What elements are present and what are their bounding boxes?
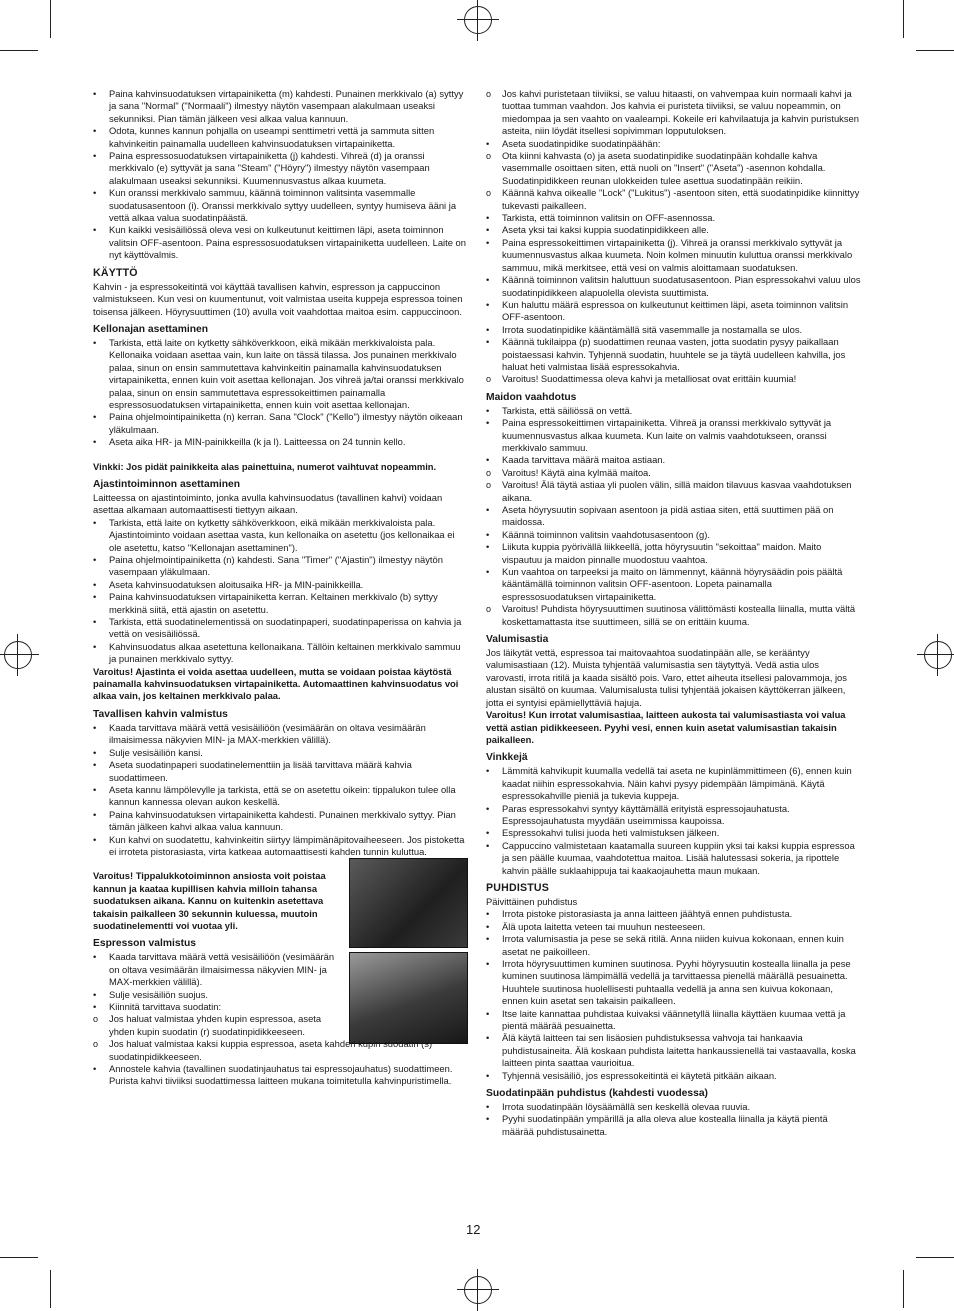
list-item-text: Espressokahvi tulisi juoda heti valmistuksen jälkeen. <box>502 827 720 839</box>
sub-list-item <box>486 150 861 187</box>
bullet-icon: • <box>93 759 97 771</box>
bullet-icon: • <box>486 1101 490 1113</box>
list-item <box>486 1113 861 1138</box>
list-item <box>486 237 861 274</box>
body-paragraph: Päivittäinen puhdistus <box>486 895 578 907</box>
list-item-text: Kaada tarvittava määrä vettä vesisäiliöön (vesimäärän on oltava vesimäärän ilmaisimessa näkyvien MIN- ja MAX-merkkien välillä). <box>109 951 335 988</box>
list-item-text: Käännä tukilaippa (p) suodattimen reunaa vasten, jotta suodatin pysyy paikallaan poistaessasi kahvin. Tyhjennä suodatin, huuhtele se ja täytä uudelleen kahvilla, jos haluat heti valmistaa lisää espressokahvia. <box>502 336 846 372</box>
bullet-icon: • <box>93 1001 97 1012</box>
list-item-text: Aseta suodatinpidike suodatinpäähän: <box>502 137 661 149</box>
bullet-icon: • <box>93 125 97 137</box>
espresso-machine-photo <box>349 858 468 948</box>
list-item-text: Irrota suodatinpidike kääntämällä sitä vasemmalle ja nostamalla se ulos. <box>502 323 803 335</box>
bullet-icon: • <box>486 802 490 814</box>
list-item <box>93 517 468 554</box>
list-item-text: Odota, kunnes kannun pohjalla on useampi senttimetri vettä ja sammuta sitten kahvinkeitin painamalla uudelleen kahvinsuodatuksen virtapainiketta. <box>109 125 435 149</box>
list-item-text: Kun haluttu määrä espressoa on kulkeutunut keittimen läpi, aseta toiminnon valitsin OFF-asentoon. <box>502 298 849 323</box>
bullet-icon: • <box>93 833 97 845</box>
bullet-icon: • <box>486 566 490 578</box>
list-item-text: Paina espressokeittimen virtapainiketta (j). Vihreä ja oranssi merkkivalo syttyvät ja kuumennusvastus alkaa kuumeta. Noin kolmen minuutin kuluttua oranssi merkkivalo sammuu, mikä merkitsee, että vesi on valmis aloittamaan suodatuksen. <box>502 236 853 273</box>
bullet-icon: • <box>486 212 490 224</box>
list-item <box>486 417 861 454</box>
list-item-text: Cappuccino valmistetaan kaatamalla suureen kuppiin yksi tai kaksi kuppia espressoa ja sen päälle kuumaa, vaahdotettua maitoa. Lisää halutessasi sokeria, ja ripottele kahvin päälle suklaahippuja tai kaakaojauhetta maun mukaan. <box>502 839 855 876</box>
warning-paragraph: Vinkki: Jos pidät painikkeita alas painettuina, numerot vaihtuvat nopeammin. <box>93 460 437 472</box>
crop-mark <box>903 1270 904 1308</box>
list-item <box>93 411 468 436</box>
list-item <box>486 840 861 877</box>
list-item <box>486 1070 861 1082</box>
section-heading: KÄYTTÖ <box>93 266 138 279</box>
crop-mark <box>50 0 51 38</box>
list-item <box>486 299 861 324</box>
sub-list-item <box>486 88 861 138</box>
list-item-text: Käännä toiminnon valitsin vaahdotusasentoon (g). <box>502 528 710 540</box>
bullet-icon: • <box>486 404 490 416</box>
bullet-icon: • <box>486 1032 490 1044</box>
list-item <box>93 989 344 1001</box>
list-item <box>486 224 861 236</box>
list-item-text: Irrota höyrysuuttimen kuminen suutinosa. Pyyhi höyrysuutin kostealla liinalla ja pese kuminen suutinosa lämpimällä vedellä ja tarvittaessa pienellä määrällä pesuainetta. Huuhtele suutinosa huolellisesti puhtaalla vedellä ja anna sen kuivua kokonaan, ennen kuin asetat sen takaisin paikalleen. <box>502 958 851 1007</box>
list-item <box>486 405 861 417</box>
list-item <box>486 324 861 336</box>
left-column <box>93 88 468 1088</box>
bullet-icon: • <box>486 454 490 466</box>
bullet-icon: • <box>93 721 97 733</box>
registration-mark-bottom <box>464 1276 492 1304</box>
photo-section <box>93 858 468 1038</box>
list-item-text: Varoitus! Käytä aina kylmää maitoa. <box>502 466 651 478</box>
list-item <box>93 591 468 616</box>
section-heading: Kellonajan asettaminen <box>93 323 209 335</box>
crop-mark <box>916 1257 954 1258</box>
bullet-icon: • <box>486 920 490 932</box>
bullet-icon: • <box>486 274 490 286</box>
list-item-text: Paina ohjelmointipainiketta (n) kahdesti. Sana "Timer" ("Ajastin") ilmestyy näytön vasempaan yläkulmaan. <box>109 554 443 578</box>
list-item-text: Pyyhi suodatinpään ympärillä ja alla oleva alue kostealla liinalla ja käytä pientä määrää puhdistusainetta. <box>502 1113 828 1137</box>
bullet-icon: • <box>486 1113 490 1125</box>
list-item <box>486 138 861 150</box>
circle-bullet-icon: o <box>93 1014 99 1025</box>
list-item-text: Irrota suodatinpään löysäämällä sen keskellä olevaa ruuvia. <box>502 1101 751 1113</box>
registration-mark-left <box>4 641 32 669</box>
list-item-text: Aseta kahvinsuodatuksen aloitusaika HR- ja MIN-painikkeilla. <box>109 578 364 590</box>
list-item-text: Kun kahvi on suodatettu, kahvinkeitin siirtyy lämpimänäpitovaiheeseen. Jos pistoketta ei irroteta pistorasiasta, virta katkeaa automaattisesti kahden tunnin kuluttua. <box>109 833 465 857</box>
list-item <box>93 951 344 988</box>
list-item <box>486 1032 861 1069</box>
list-item-text: Sulje vesisäiliön kansi. <box>109 746 203 758</box>
section-heading: Suodatinpään puhdistus (kahdesti vuodessa) <box>486 1088 708 1100</box>
list-item <box>93 616 468 641</box>
list-item-text: Kiinnitä tarvittava suodatin: <box>109 1001 222 1012</box>
list-item <box>486 921 861 933</box>
list-item <box>93 722 468 747</box>
list-item-text: Ota kiinni kahvasta (o) ja aseta suodatinpidike suodatinpään kohdalle kahva vasemmalle osoittaen siten, että nuoli on "Insert" ("Aseta") -asennon kohdalla. Suodatinpidikkeen reunan ulokkeiden tulee asettua suodatinpään reikiin. <box>502 150 826 186</box>
list-item-text: Jos kahvi puristetaan tiiviiksi, se valuu hitaasti, on vahvempaa kuin normaali kahvi ja tuottaa tumman vaahdon. Jos kahvia ei puristeta tiiviiksi, se valuu nopeammin, on miedompaa ja sen vaahto on vaaleampi. Kokeile eri kahvilaatuja ja kahvin puristuksen asteita, niin löydät itsellesi sopivimman lopputuloksen. <box>502 88 859 137</box>
circle-bullet-icon: o <box>486 604 492 615</box>
bullet-icon: • <box>486 958 490 969</box>
list-item <box>93 759 468 784</box>
list-item <box>486 958 861 1008</box>
list-item-text: Varoitus! Älä täytä astiaa yli puolen välin, sillä maidon tilavuus kasvaa vaahdotuksen aikana. <box>502 479 852 503</box>
list-item <box>93 125 468 150</box>
list-item <box>486 504 861 529</box>
bullet-icon: • <box>486 1007 490 1019</box>
list-item-text: Tarkista, että laite on kytketty sähköverkkoon, eikä mikään merkkivaloista pala. Ajastintoiminto voidaan asettaa vasta, kun kellonaika on asetettu (jos kellonaikaa ei ole asetettu, katso "Kellonajan asettaminen"). <box>109 516 455 553</box>
warning-paragraph: Varoitus! Kun irrotat valumisastiaa, laitteen aukosta tai valumisastiasta voi valua vettä astian pidikkeeseen. Pyyhi vesi, ennen kuin asetat valumisastian takaisin paikalleen. <box>486 709 846 745</box>
list-item <box>486 212 861 224</box>
circle-bullet-icon: o <box>486 89 492 99</box>
bullet-icon: • <box>486 541 490 553</box>
bullet-icon: • <box>486 323 490 335</box>
list-item-text: Tarkista, että säiliössä on vettä. <box>502 404 633 416</box>
list-item-text: Varoitus! Puhdista höyrysuuttimen suutinosa välittömästi kostealla liinalla, mutta vältä koskettamattasta itse suuttimeen, sillä se on erittäin kuuma. <box>502 603 856 627</box>
section-heading: Tavallisen kahvin valmistus <box>93 708 228 720</box>
list-item <box>486 827 861 839</box>
sub-list-item <box>93 1038 468 1063</box>
bullet-icon: • <box>486 224 490 236</box>
bullet-icon: • <box>93 1063 97 1075</box>
registration-mark-right <box>924 641 952 669</box>
sub-list-item <box>486 479 861 504</box>
bullet-icon: • <box>93 436 97 448</box>
section-heading: Valumisastia <box>486 634 549 646</box>
bullet-icon: • <box>93 516 97 528</box>
list-item-text: Paina espressokeittimen virtapainiketta. Vihreä ja oranssi merkkivalo syttyvät ja kuumennusvastus alkaa kuumeta. Kun laite on valmis vaahdotukseen, oranssi merkkivalo sammuu. <box>502 417 832 453</box>
list-item-text: Älä käytä laitteen tai sen lisäosien puhdistuksessa vahvoja tai hankaavia puhdistusaineita. Älä koskaan puhdista laitetta hankaussienellä tai vastaavalla, koska laitteen pinta saattaa vaurioitua. <box>502 1032 856 1069</box>
bullet-icon: • <box>486 236 490 248</box>
list-item-text: Itse laite kannattaa puhdistaa kuivaksi väännetyllä liinalla käyttäen kuumaa vettä ja pientä määrää pesuainetta. <box>502 1007 846 1032</box>
list-item <box>486 274 861 299</box>
bullet-icon: • <box>93 591 97 603</box>
list-item <box>486 933 861 958</box>
circle-bullet-icon: o <box>486 374 492 385</box>
crop-mark <box>0 1257 38 1258</box>
list-item-text: Tarkista, että toiminnon valitsin on OFF-asennossa. <box>502 212 716 224</box>
list-item-text: Jos haluat valmistaa kaksi kuppia espressoa, aseta kahden kupin suodatin (s) suodatinpidikkeeseen. <box>109 1038 433 1062</box>
list-item-text: Paina kahvinsuodatuksen virtapainiketta kerran. Keltainen merkkivalo (b) syttyy merkkinä siitä, että ajastin on asetettu. <box>109 591 438 615</box>
list-item-text: Käännä toiminnon valitsin haluttuun suodatusasentoon. Pian espressokahvi valuu ulos suodatinpidikkeen alapuolella olevista suuttimista. <box>502 274 861 298</box>
list-item-text: Älä upota laitetta veteen tai muuhun nesteeseen. <box>502 920 706 932</box>
sub-list-item <box>486 373 861 385</box>
list-item <box>486 541 861 566</box>
circle-bullet-icon: o <box>93 1039 99 1050</box>
spacer <box>93 449 468 461</box>
right-column <box>486 88 861 1138</box>
body-paragraph: Kahvin - ja espressokeitintä voi käyttää tavallisen kahvin, espresson ja cappuccinon valmistukseen. Kun vesi on kuumentunut, voit valmistaa useita kuppeja espressoa toinen toisensa jälkeen. Höyrysuuttimen (10) avulla voit vaahdottaa maitoa esim. cappuccinoon. <box>93 280 463 317</box>
list-item-text: Tyhjennä vesisäiliö, jos espressokeitintä ei käytetä pitkään aikaan. <box>502 1069 777 1081</box>
sub-list-item <box>93 1013 344 1038</box>
list-item <box>93 224 468 261</box>
warning-paragraph: Varoitus! Tippalukkotoiminnon ansiosta voit poistaa kannun ja kaataa kupillisen kahvia milloin tahansa suodatuksen aikana. Kannu on kuitenkin asetettava takaisin paikalleen 30 sekunnin kuluessa, muutoin suodatinelementti voi vuotaa yli. <box>93 870 326 931</box>
list-item-text: Sulje vesisäiliön suojus. <box>109 988 209 1000</box>
list-item-text: Paras espressokahvi syntyy käyttämällä erityistä espressojauhatusta. Espressojauhatusta myydään useimmissa kaupoissa. <box>502 802 790 826</box>
list-item <box>93 554 468 579</box>
list-item-text: Jos haluat valmistaa yhden kupin espressoa, aseta yhden kupin suodatin (r) suodatinpidikkeeseen. <box>109 1013 322 1037</box>
bullet-icon: • <box>486 336 490 348</box>
list-item-text: Lämmitä kahvikupit kuumalla vedellä tai aseta ne kupinlämmittimeen (6), ennen kuin kaadat niihin espressokahvia. Näin kahvi pysyy pidempään lämpimänä. Käytä espressokahville pieniä ja tukevia kuppeja. <box>502 765 852 802</box>
circle-bullet-icon: o <box>486 480 492 491</box>
bullet-icon: • <box>93 578 97 590</box>
list-item-text: Irrota pistoke pistorasiasta ja anna laitteen jäähtyä ennen puhdistusta. <box>502 908 793 920</box>
bullet-icon: • <box>93 150 97 162</box>
bullet-icon: • <box>93 554 97 565</box>
crop-mark <box>903 0 904 38</box>
list-item-text: Kun vaahtoa on tarpeeksi ja maito on lämmennyt, käännä höyrysäädin pois päältä kääntämällä toiminnon valitsin OFF-asentoon. Lopeta painamalla espressosuodatuksen virtapainiketta. <box>502 566 843 602</box>
bullet-icon: • <box>486 528 490 540</box>
filter-holder-photo <box>349 952 468 1044</box>
section-heading: Vinkkejä <box>486 752 528 764</box>
list-item <box>93 88 468 125</box>
list-item <box>93 150 468 187</box>
bullet-icon: • <box>486 765 490 777</box>
body-paragraph: Jos läikytät vettä, espressoa tai maitovaahtoa suodatinpään alle, se kerääntyy valumisastiaan (12). Muista tyhjentää valumisastia sen täytyttyä. Vedä astia ulos varovasti, irrota ritilä ja kaada sisältö pois. Varo, ettet aiheuta itsellesi palovammoja, jos alustan sisältö on kuumaa. Valumisalusta tulisi tyhjentää jokaisen käyttökerran jälkeen, jotta ei syntyisi epämiellyttäviä hajuja. <box>486 647 847 708</box>
list-item-text: Käännä kahva oikealle "Lock" ("Lukitus") -asentoon siten, että suodatinpidike kiinnittyy tukevasti paikalleen. <box>502 187 860 211</box>
list-item <box>93 747 468 759</box>
bullet-icon: • <box>93 746 97 758</box>
bullet-icon: • <box>486 298 490 310</box>
bullet-icon: • <box>486 137 490 149</box>
list-item-text: Paina kahvinsuodatuksen virtapainiketta kahdesti. Punainen merkkivalo syttyy. Pian tämän jälkeen kahvi alkaa valua kannuun. <box>109 808 456 833</box>
list-item-text: Kaada tarvittava määrä vettä vesisäiliöön (vesimäärän on oltava vesimäärän ilmaisimessa näkyvien MIN- ja MAX-merkkien välillä). <box>109 721 426 746</box>
list-item <box>93 436 468 448</box>
list-item <box>93 187 468 224</box>
page-number: 12 <box>466 1222 481 1237</box>
bullet-icon: • <box>93 951 97 963</box>
list-item-text: Tarkista, että suodatinelementissä on suodatinpaperi, suodatinpaperissa on kahvia ja vettä on vesisäiliössä. <box>109 616 462 640</box>
list-item-text: Kahvinsuodatus alkaa asetettuna kellonaikana. Tällöin keltainen merkkivalo sammuu ja punainen merkkivalo syttyy. <box>109 640 461 665</box>
registration-mark-top <box>464 6 492 34</box>
bullet-icon: • <box>93 808 97 820</box>
list-item <box>93 337 468 411</box>
list-item <box>486 1101 861 1113</box>
list-item-text: Paina kahvinsuodatuksen virtapainiketta (m) kahdesti. Punainen merkkivalo (a) syttyy ja sana "Normal" ("Normaali") ilmestyy näytön vasempaan alakulmaan useaksi sekunniksi. Pian tämän jälkeen vesi alkaa valua kannuun. <box>109 88 464 124</box>
list-item-text: Kun kaikki vesisäiliössä oleva vesi on kulkeutunut keittimen läpi, aseta toiminnon valitsin OFF-asentoon. Paina espressosuodatuksen virtapainiketta uudelleen. Laite on nyt käyttövalmis. <box>109 224 466 261</box>
list-item <box>486 566 861 603</box>
list-item <box>486 908 861 920</box>
section-heading: Maidon vaahdotus <box>486 391 577 403</box>
bullet-icon: • <box>93 88 97 99</box>
circle-bullet-icon: o <box>486 467 492 478</box>
bullet-icon: • <box>93 616 97 628</box>
list-item <box>486 1008 861 1033</box>
bullet-icon: • <box>93 411 97 423</box>
list-item <box>93 1001 344 1013</box>
sub-list-item <box>486 467 861 479</box>
list-item <box>93 784 468 809</box>
bullet-icon: • <box>93 783 97 795</box>
list-item <box>486 765 861 802</box>
crop-mark <box>916 50 954 51</box>
bullet-icon: • <box>93 224 97 236</box>
bullet-icon: • <box>93 988 97 1000</box>
list-item <box>486 336 861 373</box>
bullet-icon: • <box>486 504 490 515</box>
section-heading: Ajastintoiminnon asettaminen <box>93 478 241 490</box>
list-item-text: Tarkista, että laite on kytketty sähköverkkoon, eikä mikään merkkivaloista pala. Kellonaika voidaan asettaa vain, kun laite on tässä tilassa. Jos punainen merkkivalo palaa, sinun on ensin sammutettava kahvinkeitin painamalla kahvinsuodatuksen virtapainiketta, ennen kuin voit asettaa kellonajan. Jos vihreä ja/tai oranssi merkkivalo palaa, sinun on ensin sammutettava espressokeittimen painamalla espressosuodatuksen virtapainiketta, ennen kuin voit asettaa kellonajan. <box>109 336 464 410</box>
bullet-icon: • <box>93 187 97 199</box>
list-item-text: Aseta yksi tai kaksi kuppia suodatinpidikkeen alle. <box>502 224 709 236</box>
list-item-text: Irrota valumisastia ja pese se sekä ritilä. Anna niiden kuivua kokonaan, ennen kuin asetat ne paikoilleen. <box>502 933 844 957</box>
bullet-icon: • <box>93 336 97 348</box>
list-item-text: Varoitus! Suodattimessa oleva kahvi ja metalliosat ovat erittäin kuumia! <box>502 373 797 385</box>
sub-list-item <box>486 603 861 628</box>
bullet-icon: • <box>93 640 97 652</box>
bullet-icon: • <box>486 908 490 920</box>
list-item <box>93 579 468 591</box>
bullet-icon: • <box>486 417 490 429</box>
list-item-text: Paina ohjelmointipainiketta (n) kerran. Sana "Clock" ("Kello") ilmestyy näytön oikeaan yläkulmaan. <box>109 411 463 435</box>
crop-mark <box>0 50 38 51</box>
bullet-icon: • <box>486 839 490 851</box>
list-item <box>93 641 468 666</box>
crop-mark <box>50 1270 51 1308</box>
list-item-text: Aseta aika HR- ja MIN-painikkeilla (k ja l). Laitteessa on 24 tunnin kello. <box>109 436 406 448</box>
sub-list-item <box>486 187 861 212</box>
bullet-icon: • <box>486 933 490 945</box>
list-item-text: Aseta höyrysuutin sopivaan asentoon ja pidä astiaa siten, että suuttimen pää on maidossa. <box>502 504 834 528</box>
list-item-text: Kaada tarvittava määrä maitoa astiaan. <box>502 454 666 466</box>
warning-paragraph: Varoitus! Ajastinta ei voida asettaa uudelleen, mutta se voidaan poistaa käytöstä painamalla kahvinsuodatuksen virtapainiketta. Automaattinen kahvinsuodatus voi alkaa vain, jos keltainen merkkivalo palaa. <box>93 665 459 702</box>
section-heading: PUHDISTUS <box>486 881 550 894</box>
list-item-text: Kun oranssi merkkivalo sammuu, käännä toiminnon valitsinta vasemmalle suodatusasentoon (i). Oranssi merkkivalo syttyy uudelleen, syntyy humiseva ääni ja vettä alkaa valua suodatinpäästä. <box>109 187 457 224</box>
list-item <box>93 1063 468 1088</box>
bullet-icon: • <box>486 1069 490 1081</box>
list-item-text: Annostele kahvia (tavallinen suodatinjauhatus tai espressojauhatus) suodattimeen. Purista kahvi tiiviiksi suodattimessa laitteen mukana toimitetulla kahvinpuristimella. <box>109 1063 453 1087</box>
list-item-text: Liikuta kuppia pyörivällä liikkeellä, jotta höyrysuutin "sekoittaa" maidon. Maito vispautuu ja maidon pinnalle muodostuu vaahtoa. <box>502 541 822 565</box>
list-item-text: Aseta suodatinpaperi suodatinelementtiin ja lisää tarvittava määrä kahvia suodattimeen. <box>109 759 412 783</box>
section-heading: Espresson valmistus <box>93 938 197 950</box>
list-item <box>93 834 468 859</box>
list-item <box>486 454 861 466</box>
body-paragraph: Laitteessa on ajastintoiminto, jonka avulla kahvinsuodatus (tavallinen kahvi) voidaan asettaa alkamaan automaattisesti tiettyyn aikaan. <box>93 491 443 516</box>
list-item-text: Aseta kannu lämpölevylle ja tarkista, että se on asetettu oikein: tippalukon tulee olla kannun kannessa olevan aukon keskellä. <box>109 783 456 808</box>
list-item <box>93 809 468 834</box>
list-item-text: Paina espressosuodatuksen virtapainiketta (j) kahdesti. Vihreä (d) ja oranssi merkkivalo (e) syttyvät ja sana "Steam" ("Höyry") ilmestyy näytön vasempaan alakulmaan useaksi sekunniksi. Kuumennusvastus alkaa kuumeta. <box>109 150 430 186</box>
circle-bullet-icon: o <box>486 188 492 199</box>
circle-bullet-icon: o <box>486 151 492 162</box>
list-item <box>486 803 861 828</box>
list-item <box>486 529 861 541</box>
bullet-icon: • <box>486 827 490 839</box>
